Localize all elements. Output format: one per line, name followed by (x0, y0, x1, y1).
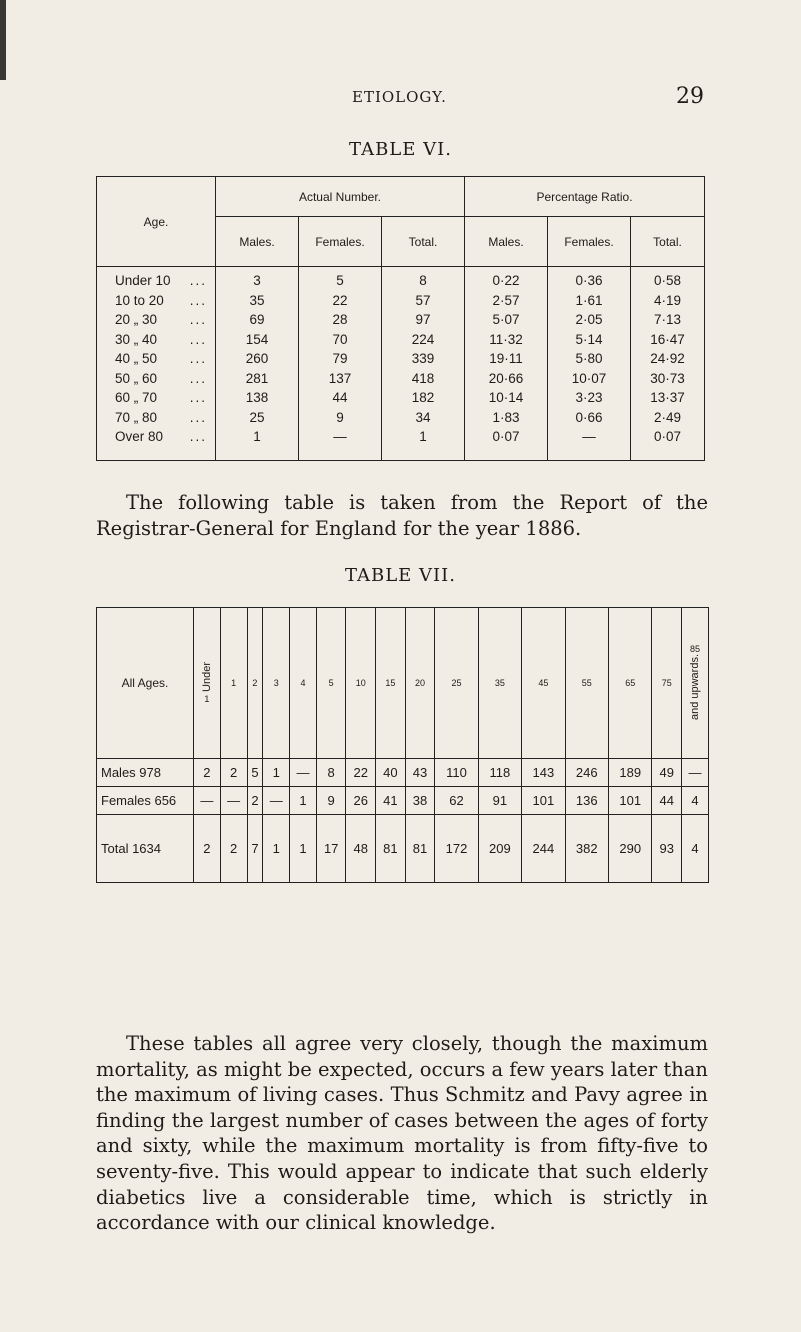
age-group-header (346, 608, 376, 759)
table6-cell: 19·11 (489, 351, 523, 366)
age-row: Over 80 ... (115, 429, 207, 444)
actual-number-header: Actual Number. (216, 177, 465, 217)
table7-cell: 189 (609, 759, 652, 787)
table7-cell: 1 (290, 815, 317, 883)
table7-cell: 38 (405, 787, 435, 815)
table6-cell: 0·22 (492, 273, 520, 288)
males-pct-column (465, 267, 548, 461)
age-column (97, 267, 216, 461)
table7-cell: 136 (565, 787, 608, 815)
table7-cell: 26 (346, 787, 376, 815)
table7-cell: 22 (346, 759, 376, 787)
table6-cell: 0·07 (653, 429, 682, 444)
table7-cell: 40 (376, 759, 406, 787)
age-group-header (316, 608, 346, 759)
col-header: Males. (216, 217, 299, 267)
table7-cell: — (194, 787, 221, 815)
table6-cell: 22 (332, 292, 348, 308)
table7-cell: 118 (478, 759, 521, 787)
age-group-value: 20 (414, 678, 425, 688)
col-header: Total. (631, 217, 705, 267)
col-header: Total. (382, 217, 465, 267)
females-label: Females 656 (97, 787, 194, 815)
intro-paragraph: The following table is taken from the Report of the Registrar-General for England for the year 1886. (96, 491, 708, 540)
table6-cell: 182 (411, 390, 435, 405)
table6-cell: 0·58 (653, 273, 682, 288)
table6-cell: 224 (411, 331, 435, 347)
table7-cell: 44 (652, 787, 682, 815)
table6-cell: 70 (332, 331, 348, 347)
table6-cell: 0·36 (575, 273, 603, 288)
table7-cell: 246 (565, 759, 608, 787)
age-group-value: 10 (355, 678, 366, 688)
table6-cell: 1 (419, 429, 427, 444)
table6-cell: 35 (249, 292, 265, 308)
running-head: ETIOLOGY. (352, 88, 447, 106)
age-group-value: 85 (690, 643, 701, 654)
table6-cell: — (582, 429, 596, 444)
col-header: Females. (548, 217, 631, 267)
table7-cell: 101 (609, 787, 652, 815)
age-group-header (263, 608, 290, 759)
age-group-value: 1 (231, 678, 237, 688)
table6-cell: 1 (253, 429, 261, 444)
age-group-value: 55 (581, 678, 592, 688)
table6-cell: 1·83 (492, 409, 520, 425)
age-group-header (478, 608, 521, 759)
table7-cell: 2 (247, 787, 263, 815)
table6-cell: 154 (245, 331, 269, 347)
table7-cell: — (220, 787, 247, 815)
table6-cell: 79 (332, 351, 348, 366)
age-row: 10 to 20 ... (115, 292, 207, 308)
table7 (96, 607, 709, 883)
table6-cell: 0·66 (575, 409, 603, 425)
age-group-value: 15 (385, 678, 396, 688)
age-row: 60 „ 70 ... (115, 390, 207, 405)
age-group-header (435, 608, 478, 759)
table6-cell: 339 (411, 351, 435, 366)
table6-cell: 8 (419, 273, 427, 288)
table7-cell: 2 (220, 815, 247, 883)
table7-cell: 81 (405, 815, 435, 883)
total-pct-column (631, 267, 705, 461)
table6-cell: 57 (415, 292, 431, 308)
table7-cell: 91 (478, 787, 521, 815)
table7-cell: 41 (376, 787, 406, 815)
table7-cell: — (290, 759, 317, 787)
table6-cell: 25 (249, 409, 265, 425)
table7-cell: 382 (565, 815, 608, 883)
table6-caption: TABLE VI. (349, 139, 452, 160)
table6-cell: 3 (253, 273, 261, 288)
table6-cell: 9 (336, 409, 344, 425)
table7-cell: 209 (478, 815, 521, 883)
table6-cell: 281 (245, 370, 269, 386)
table7-cell: — (682, 759, 709, 787)
table7-cell: 1 (263, 815, 290, 883)
table7-cell: 244 (522, 815, 565, 883)
table6-cell: 418 (411, 370, 435, 386)
age-group-value: 2 (252, 678, 258, 688)
table6-cell: — (333, 429, 347, 444)
table7-cell: 7 (247, 815, 263, 883)
males-label: Males 978 (97, 759, 194, 787)
table7-cell: 9 (316, 787, 346, 815)
table7-cell: 2 (194, 759, 221, 787)
age-group-value: 3 (273, 678, 279, 688)
table7-caption: TABLE VII. (344, 565, 456, 586)
table6-cell: 16·47 (650, 331, 685, 347)
table7-cell: 290 (609, 815, 652, 883)
table7-cell: 172 (435, 815, 478, 883)
table6-cell: 138 (245, 390, 269, 405)
age-group-value: 4 (300, 678, 306, 688)
age-group-header (194, 608, 221, 759)
table6-cell: 11·32 (489, 331, 523, 347)
table6-cell: 1·61 (575, 292, 603, 308)
table6-cell: 260 (245, 351, 269, 366)
table7-cell: 143 (522, 759, 565, 787)
col-header: Females. (299, 217, 382, 267)
age-row: 50 „ 60 ... (115, 370, 207, 386)
age-group-value: 65 (625, 678, 636, 688)
table7-cell: 48 (346, 815, 376, 883)
age-group-header (376, 608, 406, 759)
age-group-value: 45 (538, 678, 549, 688)
table6-cell: 2·49 (653, 409, 682, 425)
table6-cell: 5·07 (492, 312, 520, 327)
under-label: Under (200, 662, 213, 692)
age-group-header (609, 608, 652, 759)
age-group-header (522, 608, 565, 759)
age-group-header (220, 608, 247, 759)
table6-cell: 44 (332, 390, 348, 405)
age-group-value: 35 (494, 678, 505, 688)
age-row: 40 „ 50 ... (115, 351, 207, 366)
table6-cell: 5·14 (575, 331, 603, 347)
table6-cell: 97 (415, 312, 431, 327)
age-group-value: 5 (328, 678, 334, 688)
table7-cell: 17 (316, 815, 346, 883)
table6-cell: 137 (328, 370, 352, 386)
age-group-header (247, 608, 263, 759)
table7-cell: 43 (405, 759, 435, 787)
age-group-value: 1 (204, 693, 210, 704)
age-group-value: 25 (451, 678, 462, 688)
age-row: 70 „ 80 ... (115, 409, 207, 425)
table6-cell: 69 (249, 312, 265, 327)
table7-cell: 1 (263, 759, 290, 787)
table7-cell: 49 (652, 759, 682, 787)
percentage-ratio-header: Percentage Ratio. (465, 177, 705, 217)
total-label: Total 1634 (97, 815, 194, 883)
table7-cell: 4 (682, 787, 709, 815)
table6-cell: 0·07 (492, 429, 520, 444)
age-group-header (652, 608, 682, 759)
total-count-column (382, 267, 465, 461)
table7-cell: 2 (194, 815, 221, 883)
table6-cell: 2·05 (575, 312, 603, 327)
table6-cell: 30·73 (650, 370, 685, 386)
age-group-header (565, 608, 608, 759)
males-count-column (216, 267, 299, 461)
table6-cell: 5·80 (575, 351, 603, 366)
page-edge (0, 0, 6, 80)
table6-cell: 7·13 (653, 312, 682, 327)
col-header: Males. (465, 217, 548, 267)
age-group-header (405, 608, 435, 759)
age-group-header (682, 608, 709, 759)
age-row: Under 10 ... (115, 273, 207, 288)
age-row: 30 „ 40 ... (115, 331, 207, 347)
table6-cell: 34 (415, 409, 431, 425)
table6-cell: 4·19 (653, 292, 682, 308)
table6-cell: 5 (336, 273, 344, 288)
table7-cell: 110 (435, 759, 478, 787)
discussion-paragraph: These tables all agree very closely, though the maximum mortality, as might be expected, occurs a few years later than the maximum of living cases. Thus Schmitz and Pavy agree in finding the largest number of cases between the ages of forty and sixty, while the maximum mortality is from fifty-five to seventy-five. This would appear to indicate that such elderly diabetics live a considerable time, which is strictly in accordance with our clinical knowledge. (96, 1032, 708, 1235)
age-group-header (290, 608, 317, 759)
females-pct-column (548, 267, 631, 461)
table7-cell: 62 (435, 787, 478, 815)
table7-cell: 8 (316, 759, 346, 787)
table6-cell: 10·14 (488, 390, 524, 405)
age-group-value: 75 (661, 678, 672, 688)
table7-cell: 4 (682, 815, 709, 883)
table7-cell: 93 (652, 815, 682, 883)
age-header: Age. (97, 177, 216, 267)
table7-cell: 2 (220, 759, 247, 787)
table6-cell: 20·66 (488, 370, 524, 386)
females-count-column (299, 267, 382, 461)
table7-cell: 81 (376, 815, 406, 883)
all-ages-header: All Ages. (97, 608, 194, 759)
table7-cell: — (263, 787, 290, 815)
table6-cell: 28 (332, 312, 348, 327)
table6-cell: 3·23 (575, 390, 603, 405)
table7-cell: 101 (522, 787, 565, 815)
upwards-label: and upwards. (689, 653, 702, 721)
table6-cell: 24·92 (650, 351, 685, 366)
table6-cell: 10·07 (571, 370, 607, 386)
age-row: 20 „ 30 ... (115, 312, 207, 327)
table6-cell: 2·57 (492, 292, 520, 308)
table6 (96, 176, 705, 461)
table7-cell: 1 (290, 787, 317, 815)
table6-cell: 13·37 (650, 390, 685, 405)
table7-cell: 5 (247, 759, 263, 787)
page-number: 29 (676, 84, 704, 109)
